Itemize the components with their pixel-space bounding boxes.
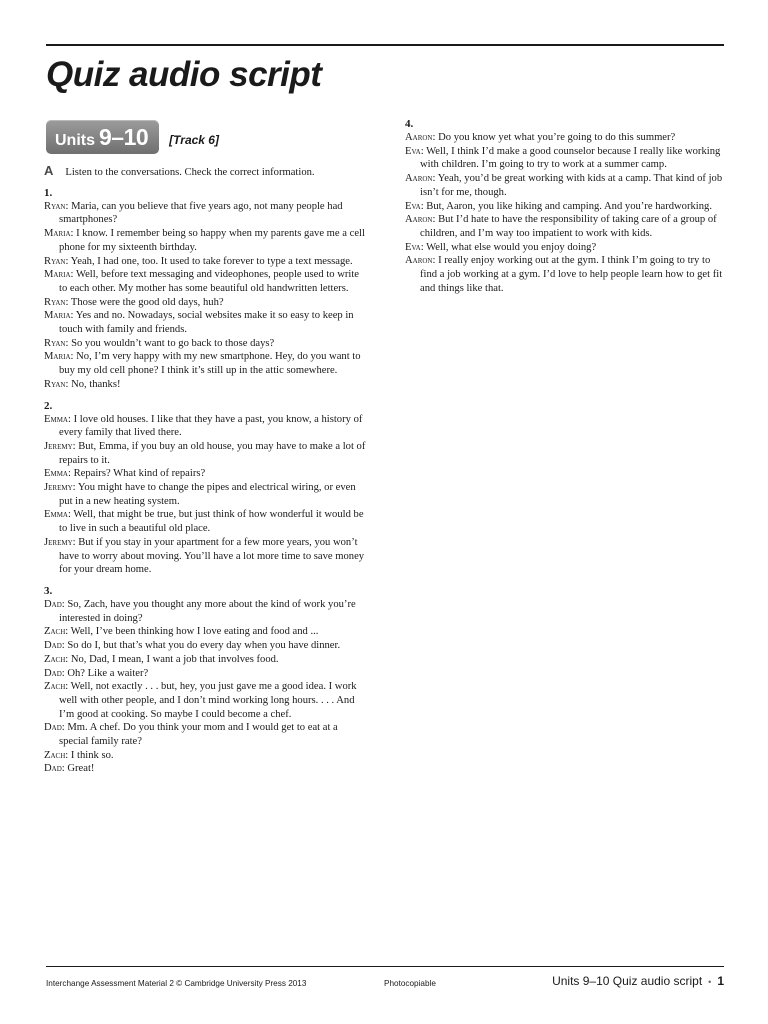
dialogue-line: Maria: I know. I remember being so happy when my parents gave me a cell phone for my sixteenth birthday. — [44, 228, 365, 253]
dialogue-text: Well, I think I’d make a good counselor because I really like working with children. I’m going to try to work at a summer camp. — [420, 145, 721, 171]
task-letter: A — [44, 163, 54, 178]
dialogue-text: Yes and no. Nowadays, social websites make it so easy to keep in touch with family and friends. — [59, 310, 354, 336]
dialogue-text: But, Aaron, you like hiking and camping. And you’re hardworking. — [426, 200, 712, 212]
dialogue-line: Zach: I think so. — [44, 749, 114, 761]
speaker-name: Zach — [44, 749, 66, 761]
dialogue-text: Well, not exactly . . . but, hey, you just gave me a good idea. I work well with other people, and I don’t mind working long hours. . . . And I’m good at cooking. So maybe I could become a chef. — [59, 681, 357, 720]
dialogue-line: Maria: No, I’m very happy with my new smartphone. Hey, do you want to buy my old cell phone? I think it’s still up in the attic somewhere. — [44, 351, 361, 377]
speaker-name: Zach — [44, 681, 66, 693]
speaker-name: Jeremy — [44, 440, 73, 452]
speaker-name: Dad — [44, 667, 62, 679]
footer-title: Units 9–10 Quiz audio script — [552, 974, 703, 988]
dialogue-text: Well, I’ve been thinking how I love eating and food and ... — [70, 626, 319, 638]
speaker-name: Eva — [405, 200, 421, 212]
dialogue-text: Repairs? What kind of repairs? — [73, 468, 206, 480]
dialogue-lines — [405, 131, 727, 295]
dialogue-text: Oh? Like a waiter? — [67, 667, 149, 679]
units-range: 9–10 — [99, 124, 149, 150]
dialogue-line: Dad: So, Zach, have you thought any more about the kind of work you’re interested in doing? — [44, 598, 356, 624]
dialogue-line: Jeremy: But, Emma, if you buy an old house, you may have to make a lot of repairs to it. — [44, 440, 366, 466]
speaker-name: Ryan — [44, 337, 66, 349]
dialogue-text: Yeah, you’d be great working with kids at a camp. That kind of job isn’t for me, though. — [420, 173, 723, 198]
dialogue-line: Jeremy: You might have to change the pipes and electrical wiring, or even put in a new heating system. — [44, 482, 356, 507]
dialogue-text: You might have to change the pipes and electrical wiring, or even put in a new heating system. — [59, 482, 356, 507]
dialogue-text: No, I’m very happy with my new smartphone. Hey, do you want to buy my old cell phone? I think it’s still up in the attic somewhere. — [59, 351, 361, 377]
footer-photocopiable: Photocopiable — [384, 979, 436, 988]
dialogue-line: Aaron: But I’d hate to have the responsibility of taking care of a group of children, and I’m way too impatient to work with kids. — [405, 214, 717, 239]
dialogue-text: But I’d hate to have the responsibility of taking care of a group of children, and I’m way too impatient to work with kids. — [420, 214, 717, 239]
dialogue-line: Zach: Well, I’ve been thinking how I love eating and food and ... — [44, 626, 319, 638]
dialogue-text: I love old houses. I like that they have a past, you know, a history of every family that lived there. — [59, 413, 363, 439]
dialogue-lines — [44, 598, 366, 776]
left-column — [44, 164, 366, 784]
dialogue-text: But, Emma, if you buy an old house, you may have to make a lot of repairs to it. — [59, 440, 366, 466]
dialogue-line: Ryan: Maria, can you believe that five years ago, not many people had smartphones? — [44, 200, 343, 226]
dialogue-line: Emma: I love old houses. I like that they have a past, you know, a history of every family that lived there. — [44, 413, 363, 439]
page-title: Quiz audio script — [46, 55, 322, 94]
footer-copyright: Interchange Assessment Material 2 © Cambridge University Press 2013 — [46, 979, 307, 988]
speaker-name: Aaron — [405, 214, 433, 226]
dialogue-text: Well, before text messaging and videophones, people used to write to each other. My mother has some beautiful old handwritten letters. — [59, 269, 359, 294]
dialogue-line: Dad: Oh? Like a waiter? — [44, 667, 149, 679]
dialogue-line: Ryan: No, thanks! — [44, 378, 121, 390]
dialogue-text: Well, that might be true, but just think of how wonderful it would be to live in such a beautiful old place. — [59, 509, 364, 535]
speaker-name: Jeremy — [44, 536, 73, 548]
footer-rule — [46, 966, 724, 967]
dialogue-lines — [44, 413, 366, 577]
speaker-name: Eva — [405, 241, 421, 253]
dialogue-line: Emma: Well, that might be true, but just think of how wonderful it would be to live in such a beautiful old place. — [44, 509, 364, 535]
dialogue-line: Dad: So do I, but that’s what you do every day when you have dinner. — [44, 640, 341, 652]
dialogue-text: So, Zach, have you thought any more about the kind of work you’re interested in doing? — [59, 598, 356, 624]
dialogue-text: So you wouldn’t want to go back to those days? — [71, 337, 275, 349]
speaker-name: Zach — [44, 626, 66, 638]
dialogue-line: Aaron: Yeah, you’d be great working with kids at a camp. That kind of job isn’t for me, though. — [405, 173, 723, 198]
dialogue-text: Well, what else would you enjoy doing? — [426, 241, 597, 253]
dialogue-line: Ryan: Yeah, I had one, too. It used to take forever to type a text message. — [44, 255, 353, 267]
dialogue-line: Ryan: Those were the good old days, huh? — [44, 296, 224, 308]
dialogue-line: Emma: Repairs? What kind of repairs? — [44, 468, 206, 480]
dialogue-text: Yeah, I had one, too. It used to take forever to type a text message. — [70, 255, 353, 267]
speaker-name: Ryan — [44, 200, 66, 212]
speaker-name: Aaron — [405, 132, 433, 143]
section-number: 4. — [405, 118, 414, 130]
speaker-name: Ryan — [44, 378, 66, 390]
units-word: Units — [55, 132, 95, 149]
speaker-name: Emma — [44, 413, 68, 425]
speaker-name: Aaron — [405, 255, 433, 267]
units-header — [46, 120, 219, 154]
dialogue-line: Eva: Well, I think I’d make a good counselor because I really like working with children. I’m going to try to work at a summer camp. — [405, 145, 721, 171]
task-instruction — [44, 164, 366, 180]
speaker-name: Dad — [44, 722, 62, 734]
speaker-name: Maria — [44, 269, 71, 281]
section-2 — [44, 400, 366, 577]
dialogue-text: Great! — [67, 763, 95, 775]
dialogue-text: Those were the good old days, huh? — [70, 296, 224, 308]
speaker-name: Ryan — [44, 296, 66, 308]
speaker-name: Maria — [44, 351, 71, 363]
dialogue-line: Dad: Great! — [44, 763, 95, 775]
footer-page-info — [552, 974, 724, 988]
dialogue-text: But if you stay in your apartment for a few more years, you won’t have to worry about moving. You’ll have a lot more time to save money for your dream home. — [59, 536, 365, 576]
speaker-name: Maria — [44, 228, 71, 240]
speaker-name: Dad — [44, 763, 62, 775]
dialogue-line: Ryan: So you wouldn’t want to go back to those days? — [44, 337, 275, 349]
section-number: 3. — [44, 584, 53, 597]
dialogue-line: Maria: Well, before text messaging and videophones, people used to write to each other. My mother has some beautiful old handwritten letters. — [44, 269, 359, 294]
instruction-text: Listen to the conversations. Check the correct information. — [65, 167, 315, 178]
speaker-name: Maria — [44, 310, 71, 322]
dialogue-text: I think so. — [70, 749, 114, 761]
top-rule — [46, 44, 724, 46]
dialogue-text: No, thanks! — [71, 378, 121, 390]
speaker-name: Dad — [44, 598, 62, 610]
dialogue-line: Eva: But, Aaron, you like hiking and camping. And you’re hardworking. — [405, 200, 712, 212]
speaker-name: Ryan — [44, 255, 66, 267]
dialogue-text: Mm. A chef. Do you think your mom and I would get to eat at a special family rate? — [59, 722, 338, 748]
speaker-name: Emma — [44, 509, 68, 521]
dialogue-line: Dad: Mm. A chef. Do you think your mom and I would get to eat at a special family rate? — [44, 722, 338, 748]
track-label: [Track 6] — [169, 133, 219, 147]
speaker-name: Zach — [44, 653, 66, 665]
bullet-icon: • — [708, 977, 712, 987]
dialogue-lines — [44, 200, 366, 392]
dialogue-line: Jeremy: But if you stay in your apartment for a few more years, you won’t have to worry about moving. You’ll have a lot more time to save money for your dream home. — [44, 536, 365, 576]
units-badge — [46, 120, 159, 154]
speaker-name: Jeremy — [44, 482, 73, 494]
dialogue-text: Maria, can you believe that five years ago, not many people had smartphones? — [59, 200, 343, 226]
dialogue-text: No, Dad, I mean, I want a job that involves food. — [70, 653, 279, 665]
section-number: 2. — [44, 399, 53, 412]
dialogue-text: I really enjoy working out at the gym. I think I’m going to try to find a job working at a gym. I’d love to help people learn how to get fit and things like that. — [420, 255, 723, 294]
speaker-name: Eva — [405, 145, 421, 157]
dialogue-line: Eva: Well, what else would you enjoy doing? — [405, 241, 597, 253]
page-number: 1 — [717, 974, 724, 988]
dialogue-text: So do I, but that’s what you do every day when you have dinner. — [67, 640, 341, 652]
dialogue-line: Zach: No, Dad, I mean, I want a job that involves food. — [44, 653, 279, 665]
section-3 — [44, 585, 366, 776]
section-number: 1. — [44, 186, 53, 199]
speaker-name: Emma — [44, 468, 68, 480]
speaker-name: Aaron — [405, 173, 433, 185]
section-4 — [405, 118, 727, 295]
dialogue-line: Zach: Well, not exactly . . . but, hey, you just gave me a good idea. I work well with other people, and I don’t mind working long hours. . . . And I’m good at cooking. So maybe I could become a chef. — [44, 681, 357, 720]
section-1 — [44, 187, 366, 392]
dialogue-line: Maria: Yes and no. Nowadays, social websites make it so easy to keep in touch with family and friends. — [44, 310, 354, 336]
dialogue-line: Aaron: Do you know yet what you’re going to do this summer? — [405, 132, 676, 143]
dialogue-text: I know. I remember being so happy when my parents gave me a cell phone for my sixteenth birthday. — [59, 228, 365, 253]
right-column — [405, 118, 727, 303]
speaker-name: Dad — [44, 640, 62, 652]
dialogue-line: Aaron: I really enjoy working out at the gym. I think I’m going to try to find a job working at a gym. I’d love to help people learn how to get fit and things like that. — [405, 255, 723, 294]
dialogue-text: Do you know yet what you’re going to do this summer? — [438, 132, 676, 143]
